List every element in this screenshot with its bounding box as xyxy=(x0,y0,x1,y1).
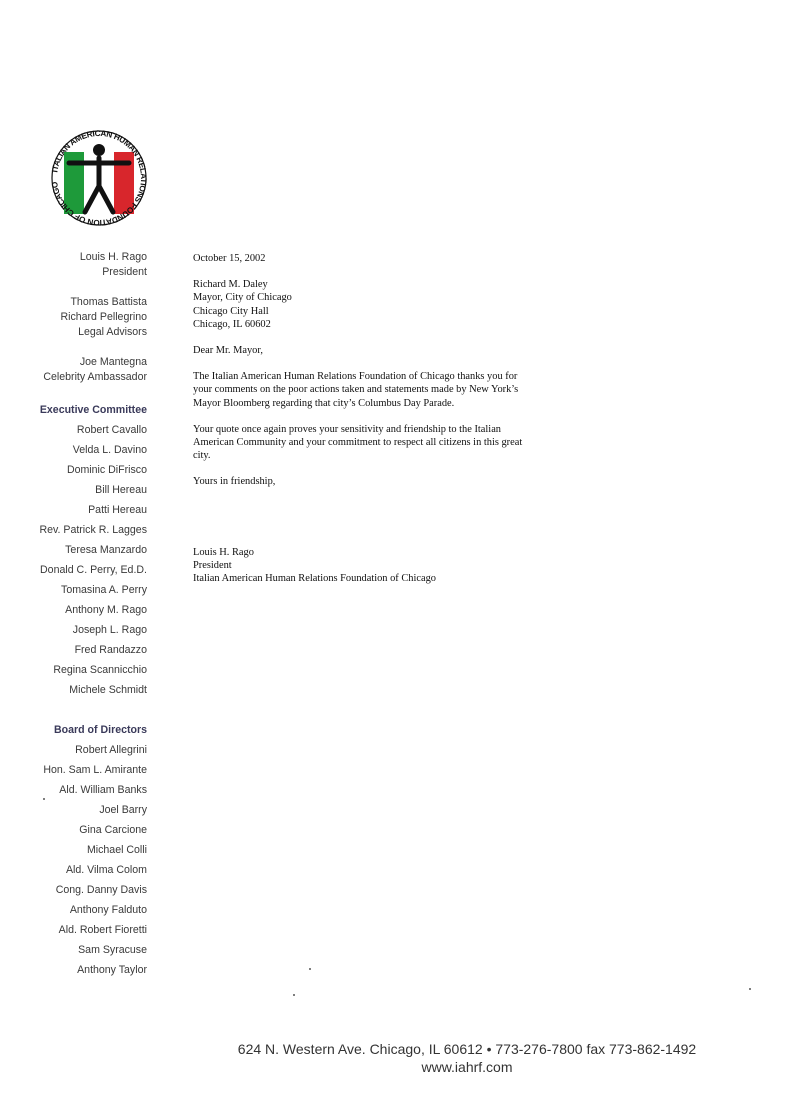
logo-emblem xyxy=(49,128,149,228)
list-item: Bill Hereau xyxy=(95,484,147,496)
list-item: Robert Cavallo xyxy=(76,424,147,436)
executive-committee-heading: Executive Committee xyxy=(39,404,147,416)
list-item: Hon. Sam L. Amirante xyxy=(43,764,147,776)
recipient-line: Chicago City Hall xyxy=(193,305,269,317)
paragraph-line: American Community and your commitment to respect all citizens in this great xyxy=(193,437,523,449)
list-item: Velda L. Davino xyxy=(72,444,147,456)
recipient-line: Mayor, City of Chicago xyxy=(193,292,292,304)
list-item: Ald. Vilma Colom xyxy=(65,864,147,876)
letter-date: October 15, 2002 xyxy=(193,253,266,264)
officer-celebrity-ambassador xyxy=(0,355,147,385)
list-item: Anthony Taylor xyxy=(77,964,147,976)
signature-block xyxy=(193,546,573,586)
foundation-logo xyxy=(49,128,149,228)
list-item: Rev. Patrick R. Lagges xyxy=(39,524,147,536)
board-of-directors xyxy=(0,720,147,980)
svg-text:ITALIAN AMERICAN HUMAN RELATIO: ITALIAN AMERICAN HUMAN RELATIONS FOUNDATION OF CHICAGO xyxy=(50,128,149,228)
list-item: Michele Schmidt xyxy=(69,684,147,696)
paragraph-line: city. xyxy=(193,450,211,462)
recipient-line: Chicago, IL 60602 xyxy=(193,318,271,330)
officer-name: Joe Mantegna xyxy=(79,356,147,368)
list-item: Donald C. Perry, Ed.D. xyxy=(40,564,147,576)
letter-body xyxy=(193,252,573,585)
recipient-address xyxy=(193,278,573,331)
list-item: Cong. Danny Davis xyxy=(55,884,147,896)
footer-address: 624 N. Western Ave. Chicago, IL 60612 • 773-276-7800 fax 773-862-1492 xyxy=(237,1041,697,1057)
scan-speck xyxy=(43,798,45,800)
executive-committee xyxy=(0,400,147,700)
signature-title: President xyxy=(193,559,232,571)
paragraph-line: Your quote once again proves your sensitivity and friendship to the Italian xyxy=(193,423,502,435)
list-item: Joel Barry xyxy=(99,804,147,816)
signature-name: Louis H. Rago xyxy=(193,546,254,558)
paragraph-line: The Italian American Human Relations Foundation of Chicago thanks you for xyxy=(193,371,518,383)
salutation: Dear Mr. Mayor, xyxy=(193,345,263,357)
officer-title: Celebrity Ambassador xyxy=(43,371,147,383)
officer-title: Legal Advisors xyxy=(78,326,147,338)
list-item: Sam Syracuse xyxy=(78,944,147,956)
officer-name: Louis H. Rago xyxy=(79,251,147,263)
scan-speck xyxy=(749,988,751,990)
paragraph-line: Mayor Bloomberg regarding that city’s Columbus Day Parade. xyxy=(193,397,455,409)
paragraph-line: your comments on the poor actions taken and statements made by New York’s xyxy=(193,384,519,396)
letterhead-footer xyxy=(0,1040,800,1076)
list-item: Dominic DiFrisco xyxy=(66,464,147,476)
scan-speck xyxy=(293,994,295,996)
list-item: Tomasina A. Perry xyxy=(61,584,147,596)
sidebar-roster xyxy=(0,250,147,1000)
list-item: Gina Carcione xyxy=(79,824,147,836)
officer-title: President xyxy=(102,266,147,278)
paragraph-2 xyxy=(193,423,573,463)
list-item: Ald. William Banks xyxy=(59,784,147,796)
list-item: Teresa Manzardo xyxy=(65,544,147,556)
list-item: Michael Colli xyxy=(86,844,147,856)
officer-president xyxy=(0,250,147,280)
paragraph-1 xyxy=(193,370,573,410)
list-item: Regina Scannicchio xyxy=(53,664,147,676)
list-item: Ald. Robert Fioretti xyxy=(58,924,147,936)
footer-website: www.iahrf.com xyxy=(421,1059,513,1075)
closing: Yours in friendship, xyxy=(193,476,276,488)
list-item: Patti Hereau xyxy=(88,504,147,516)
list-item: Robert Allegrini xyxy=(75,744,147,756)
scan-speck xyxy=(309,968,311,970)
officer-name: Richard Pellegrino xyxy=(60,311,147,323)
list-item: Anthony Falduto xyxy=(69,904,147,916)
officer-legal-advisors xyxy=(0,295,147,340)
signature-organization: Italian American Human Relations Foundation of Chicago xyxy=(193,573,436,585)
officer-name: Thomas Battista xyxy=(70,296,147,308)
recipient-line: Richard M. Daley xyxy=(193,279,268,291)
board-of-directors-heading: Board of Directors xyxy=(53,724,147,736)
list-item: Anthony M. Rago xyxy=(65,604,147,616)
list-item: Joseph L. Rago xyxy=(72,624,147,636)
list-item: Fred Randazzo xyxy=(74,644,147,656)
